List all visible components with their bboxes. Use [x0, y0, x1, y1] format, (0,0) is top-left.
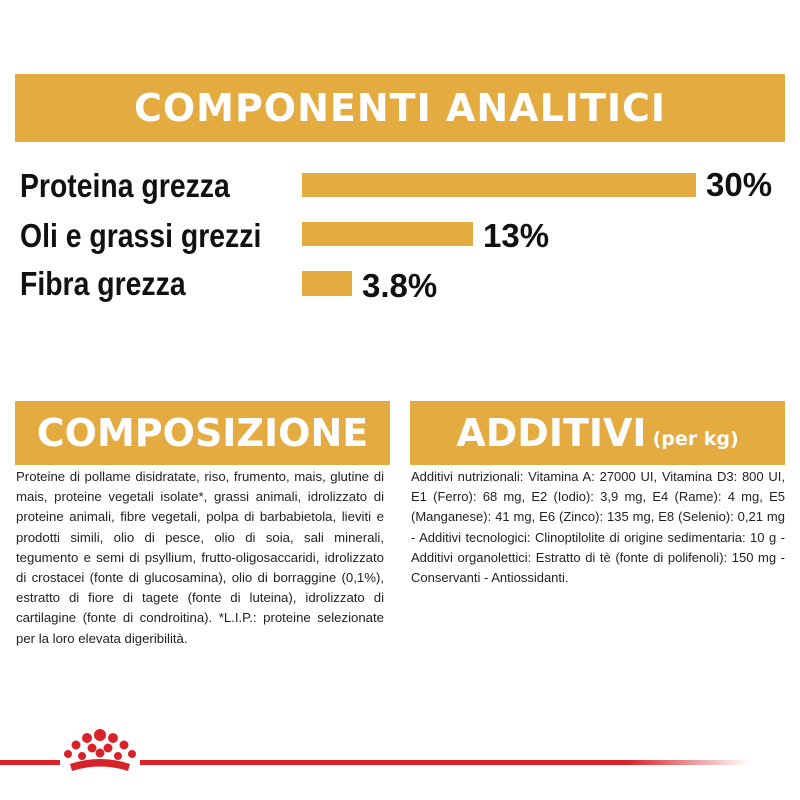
additives-text: Additivi nutrizionali: Vitamina A: 27000 UI, Vitamina D3: 800 UI, E1 (Ferro): 68 mg, E2 (Iodio): 3,9 mg, E4 (Rame): 4 mg, E5 (Manganese): 41 mg, E6 (Zinco): 135 mg, E8 (Selenio): 0,21 mg - Additivi tecnologici: Clinoptilolite di origine sedimentaria: 10 g - Additivi organolettici: Estratto di tè (fonte di polifenoli): 150 mg - Conservanti - Antiossidanti. [411, 469, 785, 586]
row-label-protein: Proteina grezza [20, 167, 230, 204]
composition-header [15, 401, 390, 465]
royal-canin-crown-icon [58, 726, 142, 776]
row-value-protein: 30% [706, 166, 773, 203]
composition-text: Proteine di pollame disidratate, riso, frumento, mais, glutine di mais, proteine vegetali isolate*, grassi animali, idrolizzato di proteine animali, fibre vegetali, polpa di barbabietola, lieviti e prodotti simili, olio di pesce, olio di soia, sali minerali, tegumento e semi di psyllium, frutto-oligosaccaridi, idrolizzato di crostacei (fonte di glucosamina), olio di borraggine (0,1%), estratto di fiore di tagete (fonte di luteina), idrolizzato di cartilagine (fonte di condroitina). *L.I.P.: proteine selezionate per la loro elevata digeribilità. [16, 469, 384, 646]
row-bar-protein [302, 173, 696, 197]
row-label-fat: Oli e grassi grezzi [20, 217, 262, 254]
row-label-fiber: Fibra grezza [20, 265, 186, 302]
additives-subtitle: (per kg) [652, 428, 739, 450]
analytic-components-header [15, 74, 785, 142]
row-bar-fiber [302, 271, 352, 296]
row-value-fiber: 3.8% [362, 267, 438, 304]
additives-header [410, 401, 785, 465]
footer-red-line-left [0, 760, 60, 765]
row-value-fat: 13% [483, 217, 550, 254]
additives-title: ADDITIVI [456, 411, 647, 455]
composition-title: COMPOSIZIONE [36, 411, 369, 455]
analytic-components-title: COMPONENTI ANALITICI [133, 86, 667, 130]
row-bar-fat [302, 222, 473, 246]
footer-red-line-right [140, 760, 750, 765]
